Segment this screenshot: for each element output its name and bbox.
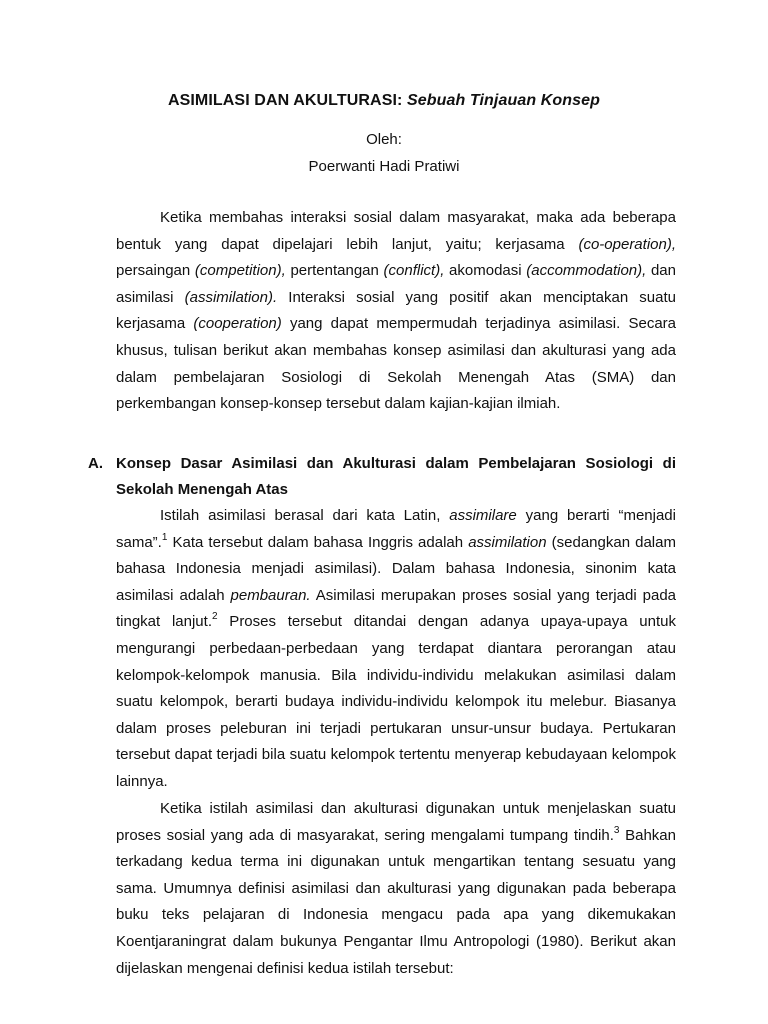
text-run: dan asimilasi bbox=[116, 262, 676, 306]
text-run: Ketika membahas interaksi sosial dalam masyarakat, maka ada beberapa bentuk yang dapat dipelajari lebih lanjut, yaitu; kerjasama bbox=[116, 209, 676, 253]
title-main: ASIMILASI DAN AKULTURASI: bbox=[167, 92, 403, 109]
section-letter: A. bbox=[88, 455, 103, 472]
italic-term: (assimilation). bbox=[184, 288, 278, 306]
byline-label: Oleh: bbox=[366, 131, 402, 148]
text-run: Interaksi sosial yang positif akan menciptakan suatu kerjasama bbox=[116, 288, 676, 333]
text-run: Proses tersebut ditandai dengan adanya upaya-upaya untuk mengurangi perbedaan-perbedaan yang terdapat diantara perorangan atau kelompok-kelompok manusia. Bila individu-individu melakukan asimilasi dalam suatu kelompok, berarti budaya individu-individu kelompok itu melebur. Biasanya dalam proses peleburan ini terjadi pertukaran unsur-unsur budaya. Pertukaran tersebut dapat terjadi bila suatu kelompok tertentu menyerap kebudayaan kelompok lainnya. bbox=[116, 613, 676, 790]
text-run: Istilah asimilasi berasal dari kata Latin, bbox=[160, 507, 450, 524]
footnote-ref[interactable]: 2 bbox=[211, 611, 218, 623]
footnote-ref[interactable]: 1 bbox=[161, 531, 168, 543]
italic-term: (conflict), bbox=[383, 262, 445, 280]
title-subtitle: Sebuah Tinjauan Konsep bbox=[406, 92, 601, 109]
text-run: yang berarti “menjadi sama”. bbox=[116, 507, 676, 551]
italic-term: (accommodation), bbox=[526, 262, 647, 280]
italic-term: assimilation bbox=[468, 533, 547, 551]
text-run: Asimilasi merupakan proses sosial yang terjadi pada tingkat lanjut. bbox=[116, 586, 677, 631]
italic-term: (cooperation) bbox=[193, 315, 282, 333]
italic-term: (competition), bbox=[194, 262, 286, 280]
section-a-heading bbox=[88, 451, 676, 503]
italic-term: assimilare bbox=[449, 507, 517, 524]
section-a-paragraph-1 bbox=[116, 503, 676, 796]
text-run: yang dapat mempermudah terjadinya asimilasi. Secara khusus, tulisan berikut akan membahas konsep asimilasi dan akulturasi yang ada dalam pembelajaran Sosiologi di Sekolah Menengah Atas (SMA) dan perkembangan konsep-konsep tersebut dalam kajian-kajian ilmiah. bbox=[116, 315, 676, 413]
text-run: Bahkan terkadang kedua terma ini digunakan untuk mengartikan tentang sesuatu yang sama. Umumnya definisi asimilasi dan akulturasi yang digunakan pada beberapa buku teks pelajaran di Indonesia mengacu pada apa yang dikemukakan Koentjaraningrat dalam bukunya Pengantar Ilmu Antropologi (1980). Berikut akan dijelaskan mengenai definisi kedua istilah tersebut: bbox=[116, 826, 676, 977]
text-run: akomodasi bbox=[444, 262, 527, 280]
text-run: (sedangkan dalam bahasa Indonesia menjadi asimilasi). Dalam bahasa Indonesia, sinonim kata asimilasi adalah bbox=[116, 533, 676, 604]
text-run: Ketika istilah asimilasi dan akulturasi digunakan untuk menjelaskan suatu proses sosial yang ada di masyarakat, sering mengalami tumpang tindih. bbox=[116, 800, 676, 844]
italic-term: pembauran. bbox=[230, 586, 311, 604]
text-run: Kata tersebut dalam bahasa Inggris adalah bbox=[167, 533, 469, 551]
section-a-paragraph-2 bbox=[116, 796, 676, 982]
footnote-ref[interactable]: 3 bbox=[613, 824, 620, 836]
italic-term: (co-operation), bbox=[578, 235, 676, 253]
author-name: Poerwanti Hadi Pratiwi bbox=[308, 158, 460, 175]
document-title bbox=[0, 92, 768, 110]
intro-paragraph bbox=[116, 205, 676, 418]
text-run: pertentangan bbox=[285, 262, 384, 280]
section-title: Konsep Dasar Asimilasi dan Akulturasi dalam Pembelajaran Sosiologi di Sekolah Menengah Atas bbox=[116, 455, 676, 498]
text-run: persaingan bbox=[116, 262, 195, 280]
